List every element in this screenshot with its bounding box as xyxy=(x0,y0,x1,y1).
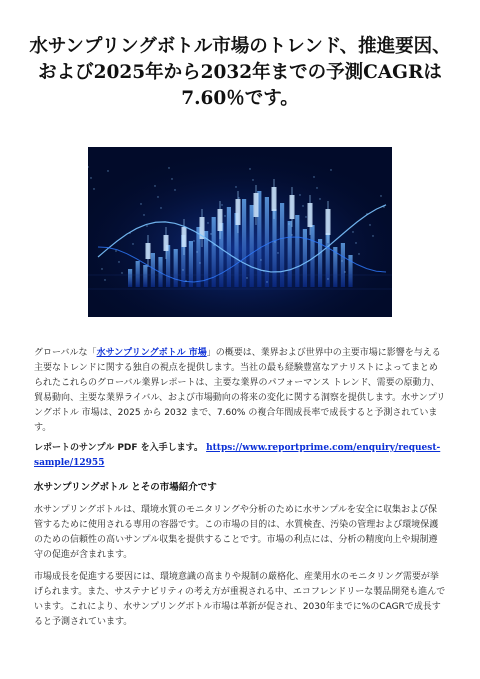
sample-request-line xyxy=(34,441,446,471)
decor-dot xyxy=(115,250,116,251)
decor-bar xyxy=(341,243,345,287)
decor-candle xyxy=(290,195,295,219)
decor-dot xyxy=(263,270,264,271)
decor-dot xyxy=(358,253,359,254)
decor-dot xyxy=(207,222,208,223)
decor-dot xyxy=(372,235,373,236)
decor-dot xyxy=(101,268,102,269)
decor-dot xyxy=(302,205,303,206)
decor-candle xyxy=(308,203,313,227)
decor-candle xyxy=(164,235,169,251)
decor-candle xyxy=(254,193,259,217)
decor-dot xyxy=(249,168,250,169)
decor-dot xyxy=(168,167,169,168)
decor-dot xyxy=(355,242,356,243)
decor-dot xyxy=(366,213,367,214)
decor-dot xyxy=(291,234,292,235)
decor-dot xyxy=(174,189,175,190)
decor-dot xyxy=(288,223,289,224)
intro-text-before: グローバルな「 xyxy=(34,348,97,358)
decor-bar xyxy=(189,241,193,287)
decor-bar xyxy=(151,253,155,287)
decor-dot xyxy=(341,260,342,261)
decor-dot xyxy=(260,259,261,260)
decor-dot xyxy=(118,261,119,262)
intro-text-after: 」の概要は、業界および世界中の主要市場に影響を与える主要なトレンドに関する独自の視点を提供します。当社の最も経験豊富なアナリストによってまとめられたこれらのグローバル業界レポートは、主要な業界のパフォーマンス トレンド、需要の原動力、貿易動向、主要な業界ライバル、および市場動向の将来の変化に関する洞察を提供します。水サンプリングボトル 市場は、2025 から 2032 まで、7.60% の複合年間成長率で成長すると予測されています。 xyxy=(34,348,446,433)
decor-dot xyxy=(305,216,306,217)
decor-dot xyxy=(380,195,381,196)
decor-bar xyxy=(272,209,276,287)
decor-bar xyxy=(166,245,170,287)
decor-dot xyxy=(157,196,158,197)
decor-candle xyxy=(146,243,151,259)
decor-bar xyxy=(174,249,178,287)
decor-dot xyxy=(93,188,94,189)
market-chart-image xyxy=(88,147,392,317)
decor-dot xyxy=(193,240,194,241)
intro-paragraph xyxy=(34,346,446,436)
document-title: 水サンプリングボトル市場のトレンド、推進要因、および2025年から2032年までの予測CAGRは7.60％です。 xyxy=(29,36,451,109)
decor-dot xyxy=(121,272,122,273)
decor-dot xyxy=(171,178,172,179)
sample-label: レポートのサンプル PDF を入手します。 xyxy=(34,443,203,453)
decor-dot xyxy=(246,277,247,278)
decor-dot xyxy=(313,176,314,177)
decor-dot xyxy=(352,231,353,232)
decor-dot xyxy=(319,198,320,199)
section-heading: 水サンプリングボトル とその市場紹介です xyxy=(34,482,217,493)
decor-dot xyxy=(383,206,384,207)
decor-bar xyxy=(295,215,299,287)
decor-bar xyxy=(318,239,322,287)
decor-dot xyxy=(210,233,211,234)
decor-bar xyxy=(288,221,292,287)
decor-dot xyxy=(224,215,225,216)
decor-bar xyxy=(128,269,132,287)
decor-dot xyxy=(327,278,328,279)
decor-dot xyxy=(146,225,147,226)
decor-dot xyxy=(107,170,108,171)
decor-dot xyxy=(274,241,275,242)
decor-dot xyxy=(132,243,133,244)
decor-dot xyxy=(154,185,155,186)
chart-illustration xyxy=(88,147,392,317)
market-growth-paragraph: 市場成長を促進する要因には、環境意識の高まりや規制の厳格化、産業用水のモニタリング需要が挙げられます。また、サステナビリティの考え方が重視される中、エコフレンドリーな製品開発も進んでいます。これにより、水サンプリングボトル市場は革新が促され、2030年までに%のCAGRで成長すると予測されています。 xyxy=(34,572,446,627)
decor-dot xyxy=(90,177,91,178)
decor-dot xyxy=(196,251,197,252)
decor-dot xyxy=(252,179,253,180)
decor-bar xyxy=(250,205,254,287)
decor-dot xyxy=(344,271,345,272)
decor-dot xyxy=(160,207,161,208)
sample-request-link[interactable]: https://www.reportprime.com/enquiry/request-sample/12955 xyxy=(34,443,441,468)
decor-dot xyxy=(213,244,214,245)
decor-dot xyxy=(299,194,300,195)
decor-dot xyxy=(277,252,278,253)
decor-dot xyxy=(330,169,331,170)
decor-bar xyxy=(136,261,140,287)
decor-bar xyxy=(310,225,314,287)
decor-dot xyxy=(238,197,239,198)
decor-dot xyxy=(140,203,141,204)
market-intro-paragraph: 水サンプリングボトルは、環境水質のモニタリングや分析のために水サンプルを安全に収集および保管するために使用される専用の容器です。この市場の目的は、水質検査、汚染の管理および環境保護のための信頼性の高いサンプル収集を提供することです。市場の利点には、分析の精度向上や規制遵守の促進が含まれます。 xyxy=(34,505,439,560)
decor-bar xyxy=(265,197,269,287)
decor-dot xyxy=(221,204,222,205)
decor-bar xyxy=(242,199,246,287)
decor-candle xyxy=(326,209,331,235)
decor-dot xyxy=(143,214,144,215)
decor-dot xyxy=(316,187,317,188)
decor-candle xyxy=(272,187,277,211)
decor-dot xyxy=(182,269,183,270)
decor-dot xyxy=(266,281,267,282)
decor-bar xyxy=(280,203,284,287)
decor-dot xyxy=(104,279,105,280)
decor-bar xyxy=(143,265,147,287)
decor-dot xyxy=(199,262,200,263)
decor-dot xyxy=(235,186,236,187)
decor-dot xyxy=(369,224,370,225)
decor-candle xyxy=(236,199,241,225)
decor-candle xyxy=(182,227,187,247)
decor-candle xyxy=(218,209,223,231)
decor-dot xyxy=(129,232,130,233)
market-link[interactable]: 水サンプリングボトル 市場 xyxy=(96,348,207,358)
decor-dot xyxy=(185,280,186,281)
